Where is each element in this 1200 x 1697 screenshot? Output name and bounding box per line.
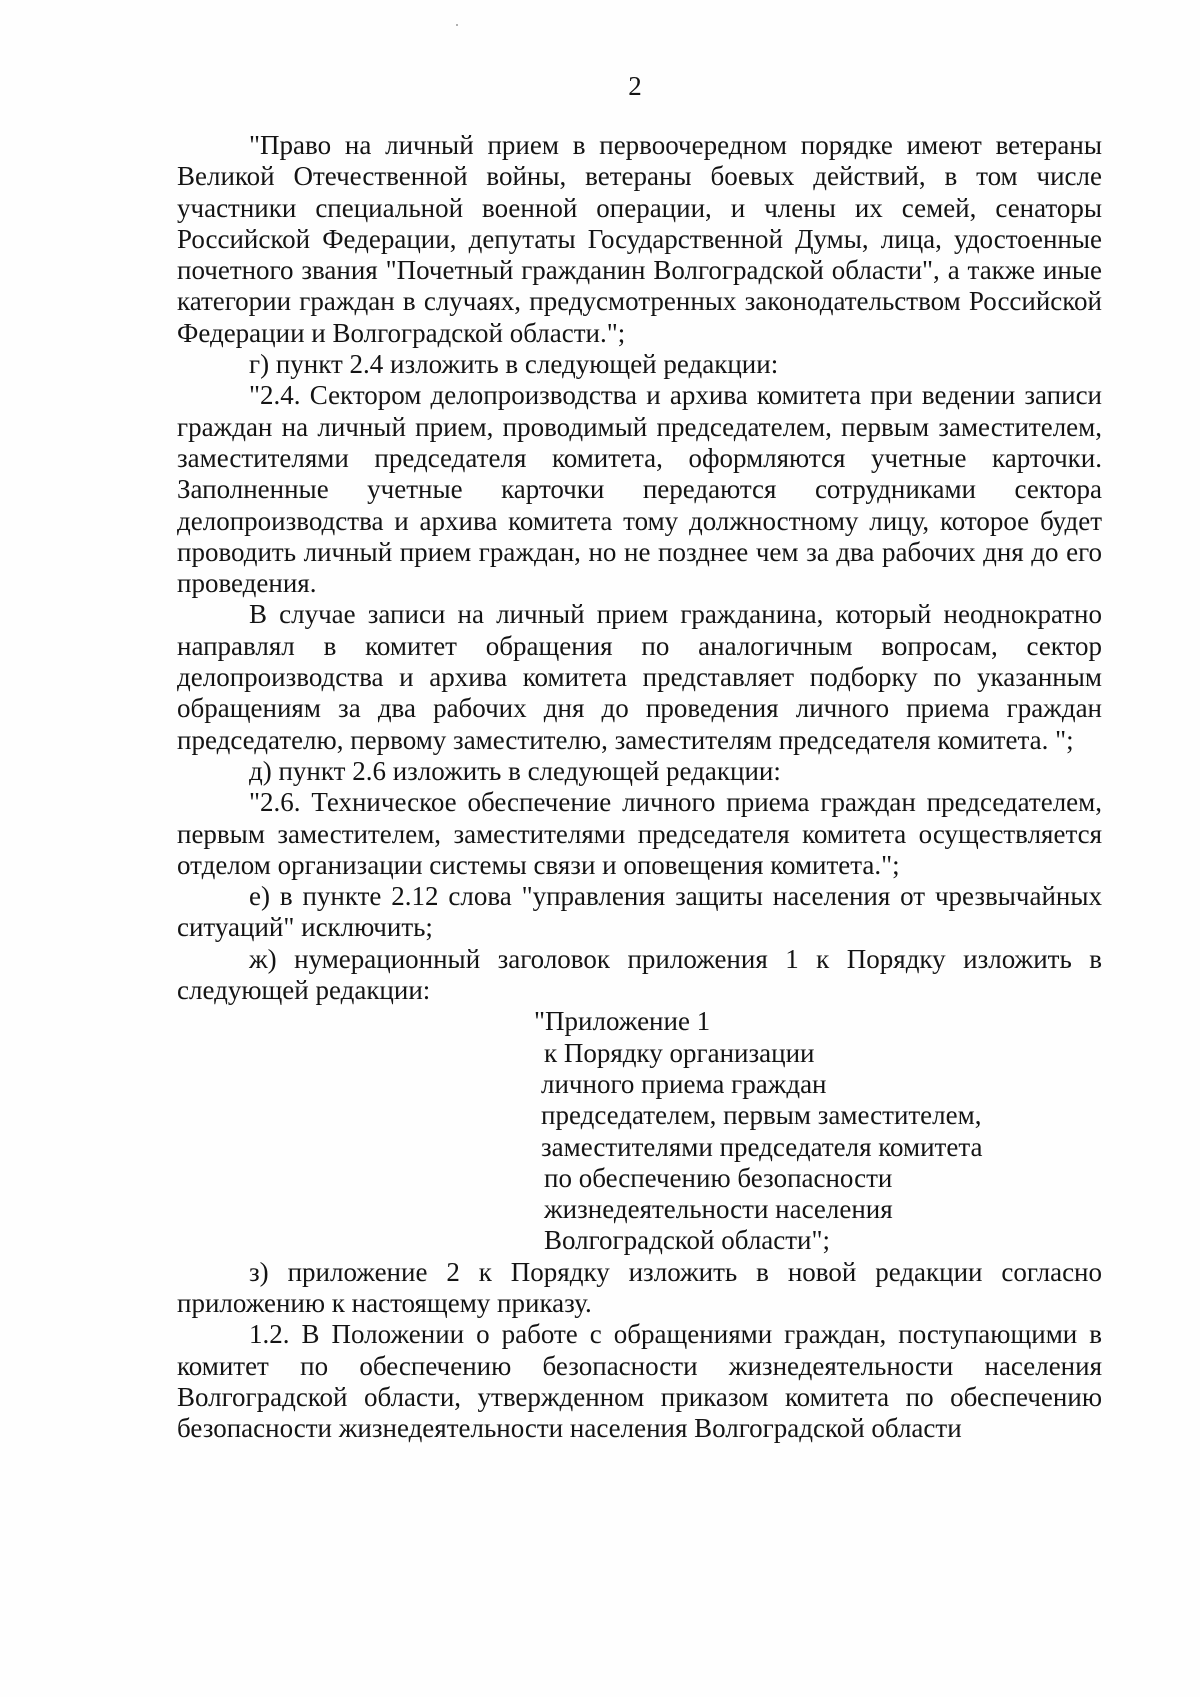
annex-heading-line: председателем, первым заместителем, [541, 1100, 982, 1131]
annex-heading-line: личного приема граждан [541, 1068, 827, 1099]
paragraph-clause-2-4: "2.4. Сектором делопроизводства и архива комитета при ведении записи граждан на личный прием, проводимый председателем, первым заместителем, заместителями председателя комитета, оформляются учетные карточки. Заполненные учетные карточки передаются сотрудниками сектора делопроизводства и архива комитета тому должностному лицу, которое будет проводить личный прием граждан, но не позднее чем за два рабочих дня до его проведения. [177, 380, 1102, 599]
annex-heading [177, 1006, 1102, 1256]
page-number: 2 [628, 71, 642, 101]
annex-heading-line: жизнедеятельности населения [544, 1194, 893, 1225]
annex-heading-line: Волгоградской области"; [544, 1225, 831, 1256]
paragraph-clause-2-6: "2.6. Техническое обеспечение личного приема граждан председателем, первым заместителем, заместителями председателя комитета осуществляется отделом организации системы связи и оповещения комитета."; [177, 787, 1102, 880]
annex-heading-line: по обеспечению безопасности [544, 1162, 893, 1193]
paragraph-item-e: е) в пункте 2.12 слова "управления защиты населения от чрезвычайных ситуаций" исключить; [177, 881, 1102, 943]
annex-heading-line: заместителями председателя комитета [541, 1131, 983, 1162]
annex-heading-line: "Приложение 1 [534, 1006, 711, 1037]
paragraph-item-d: д) пункт 2.6 изложить в следующей редакции: [249, 755, 781, 786]
paragraph-repeated-appeals: В случае записи на личный прием гражданина, который неоднократно направлял в комитет обращения по аналогичным вопросам, сектор делопроизводства и архива комитета представляет подборку по указанным обращениям за два рабочих дня до проведения личного приема граждан председателю, первому заместителю, заместителям председателя комитета. "; [177, 599, 1102, 755]
paragraph-item-z: з) приложение 2 к Порядку изложить в новой редакции согласно приложению к настоящему приказу. [177, 1256, 1102, 1318]
paragraph-priority-reception: "Право на личный прием в первоочередном порядке имеют ветераны Великой Отечественной войны, ветераны боевых действий, в том числе участники специальной военной операции, и члены их семей, сенаторы Российской Федерации, депутаты Государственной Думы, лица, удостоенные почетного звания "Почетный гражданин Волгоградской области", а также иные категории граждан в случаях, предусмотренных законодательством Российской Федерации и Волгоградской области."; [177, 130, 1102, 348]
annex-heading-line: к Порядку организации [544, 1037, 815, 1068]
document-body [177, 130, 1102, 1444]
paragraph-item-zh: ж) нумерационный заголовок приложения 1 к Порядку изложить в следующей редакции: [177, 943, 1102, 1006]
scan-speck [456, 24, 458, 26]
paragraph-item-g: г) пункт 2.4 изложить в следующей редакции: [249, 349, 779, 380]
paragraph-clause-1-2: 1.2. В Положении о работе с обращениями граждан, поступающими в комитет по обеспечению безопасности жизнедеятельности населения Волгоградской области, утвержденном приказом комитета по обеспечению безопасности жизнедеятельности населения Волгоградской области [177, 1319, 1102, 1444]
